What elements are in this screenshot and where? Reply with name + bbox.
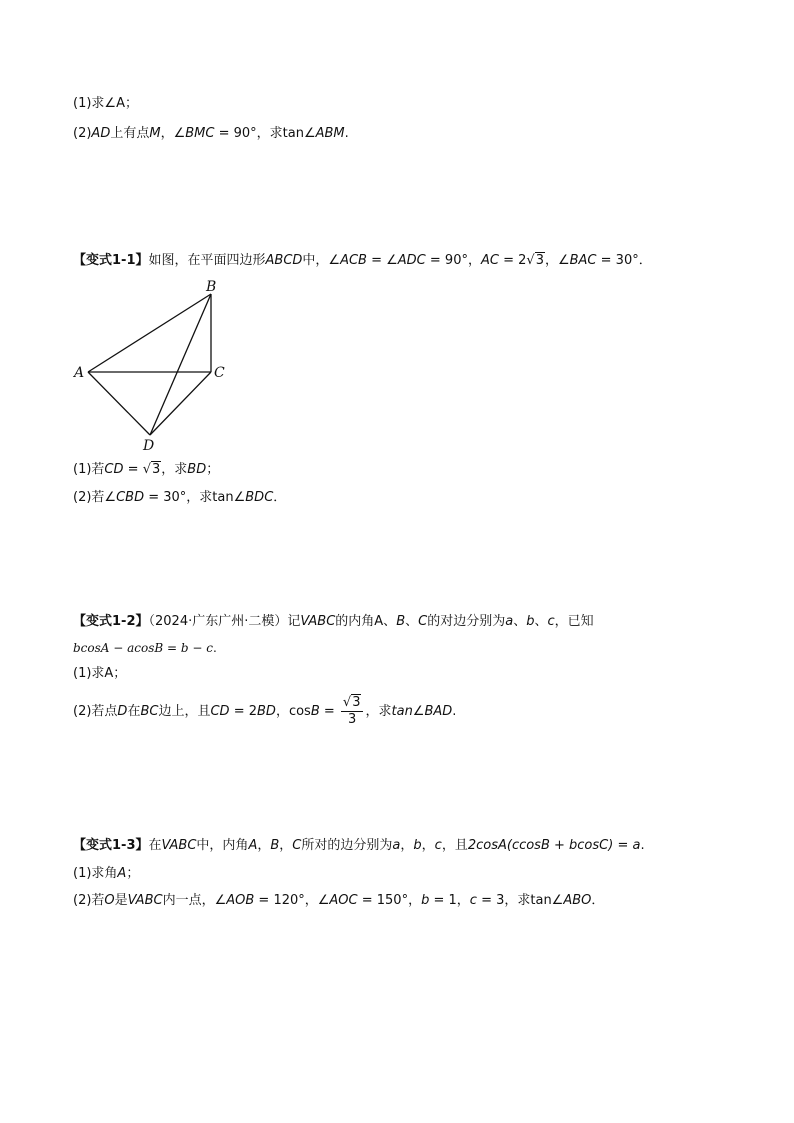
variant-1-2-intro: 【变式1-2】（2024·广东广州·二模）记VABC的内角A、B、C的对边分别为a、b、c，已知 xyxy=(73,614,594,629)
variant-tag: 【变式1-2】 xyxy=(73,614,149,629)
label-d: D xyxy=(143,438,155,453)
quadrilateral-figure xyxy=(70,278,240,453)
problem-part-2: (2)AD上有点M，∠BMC = 90°，求tan∠ABM. xyxy=(73,126,349,141)
label-c: C xyxy=(214,365,225,381)
sqrt-symbol: √3 xyxy=(526,253,544,268)
source-note: （2024·广东广州·二模） xyxy=(148,614,288,629)
problem-part-1: (1)求∠A； xyxy=(73,96,138,111)
variant-1-3-intro: 【变式1-3】在VABC中，内角A，B，C所对的边分别为a，b，c，且2cosA(ccosB + bcosC) = a. xyxy=(73,838,645,853)
variant-1-2-part-2: (2)若点D在BC边上，且CD = 2BD，cosB = $\frac{√3}{3}$ ，求tan∠BAD. xyxy=(73,695,457,727)
fraction: $\frac{√3}{3}$ xyxy=(341,695,364,728)
label-a: A xyxy=(74,365,85,381)
edge-ad xyxy=(88,372,150,435)
edge-ab xyxy=(88,294,211,372)
variant-tag: 【变式1-1】 xyxy=(73,253,149,268)
variant-tag: 【变式1-3】 xyxy=(73,838,149,853)
edge-bd xyxy=(150,294,211,435)
variant-1-2-part-1: (1)求A； xyxy=(73,666,127,681)
variant-1-3-part-2: (2)若O是VABC内一点，∠AOB = 120°，∠AOC = 150°，b = 1，c = 3，求tan∠ABO． xyxy=(73,893,605,908)
edge-cd xyxy=(150,372,211,435)
sqrt-symbol: √3 xyxy=(142,462,161,477)
variant-1-1-intro: 【变式1-1】如图，在平面四边形ABCD中，∠ACB = ∠ADC = 90°，AC = 2√3，∠BAC = 30°． xyxy=(73,251,652,271)
label-b: B xyxy=(206,279,217,295)
variant-1-2-condition: bcosA − acosB = b − c. xyxy=(73,641,217,655)
variant-1-1-part-2: (2)若∠CBD = 30°，求tan∠BDC． xyxy=(73,490,287,505)
variant-1-1-part-1: (1)若CD = √3，求BD； xyxy=(73,460,219,480)
variant-1-3-part-1: (1)求角A； xyxy=(73,866,140,881)
